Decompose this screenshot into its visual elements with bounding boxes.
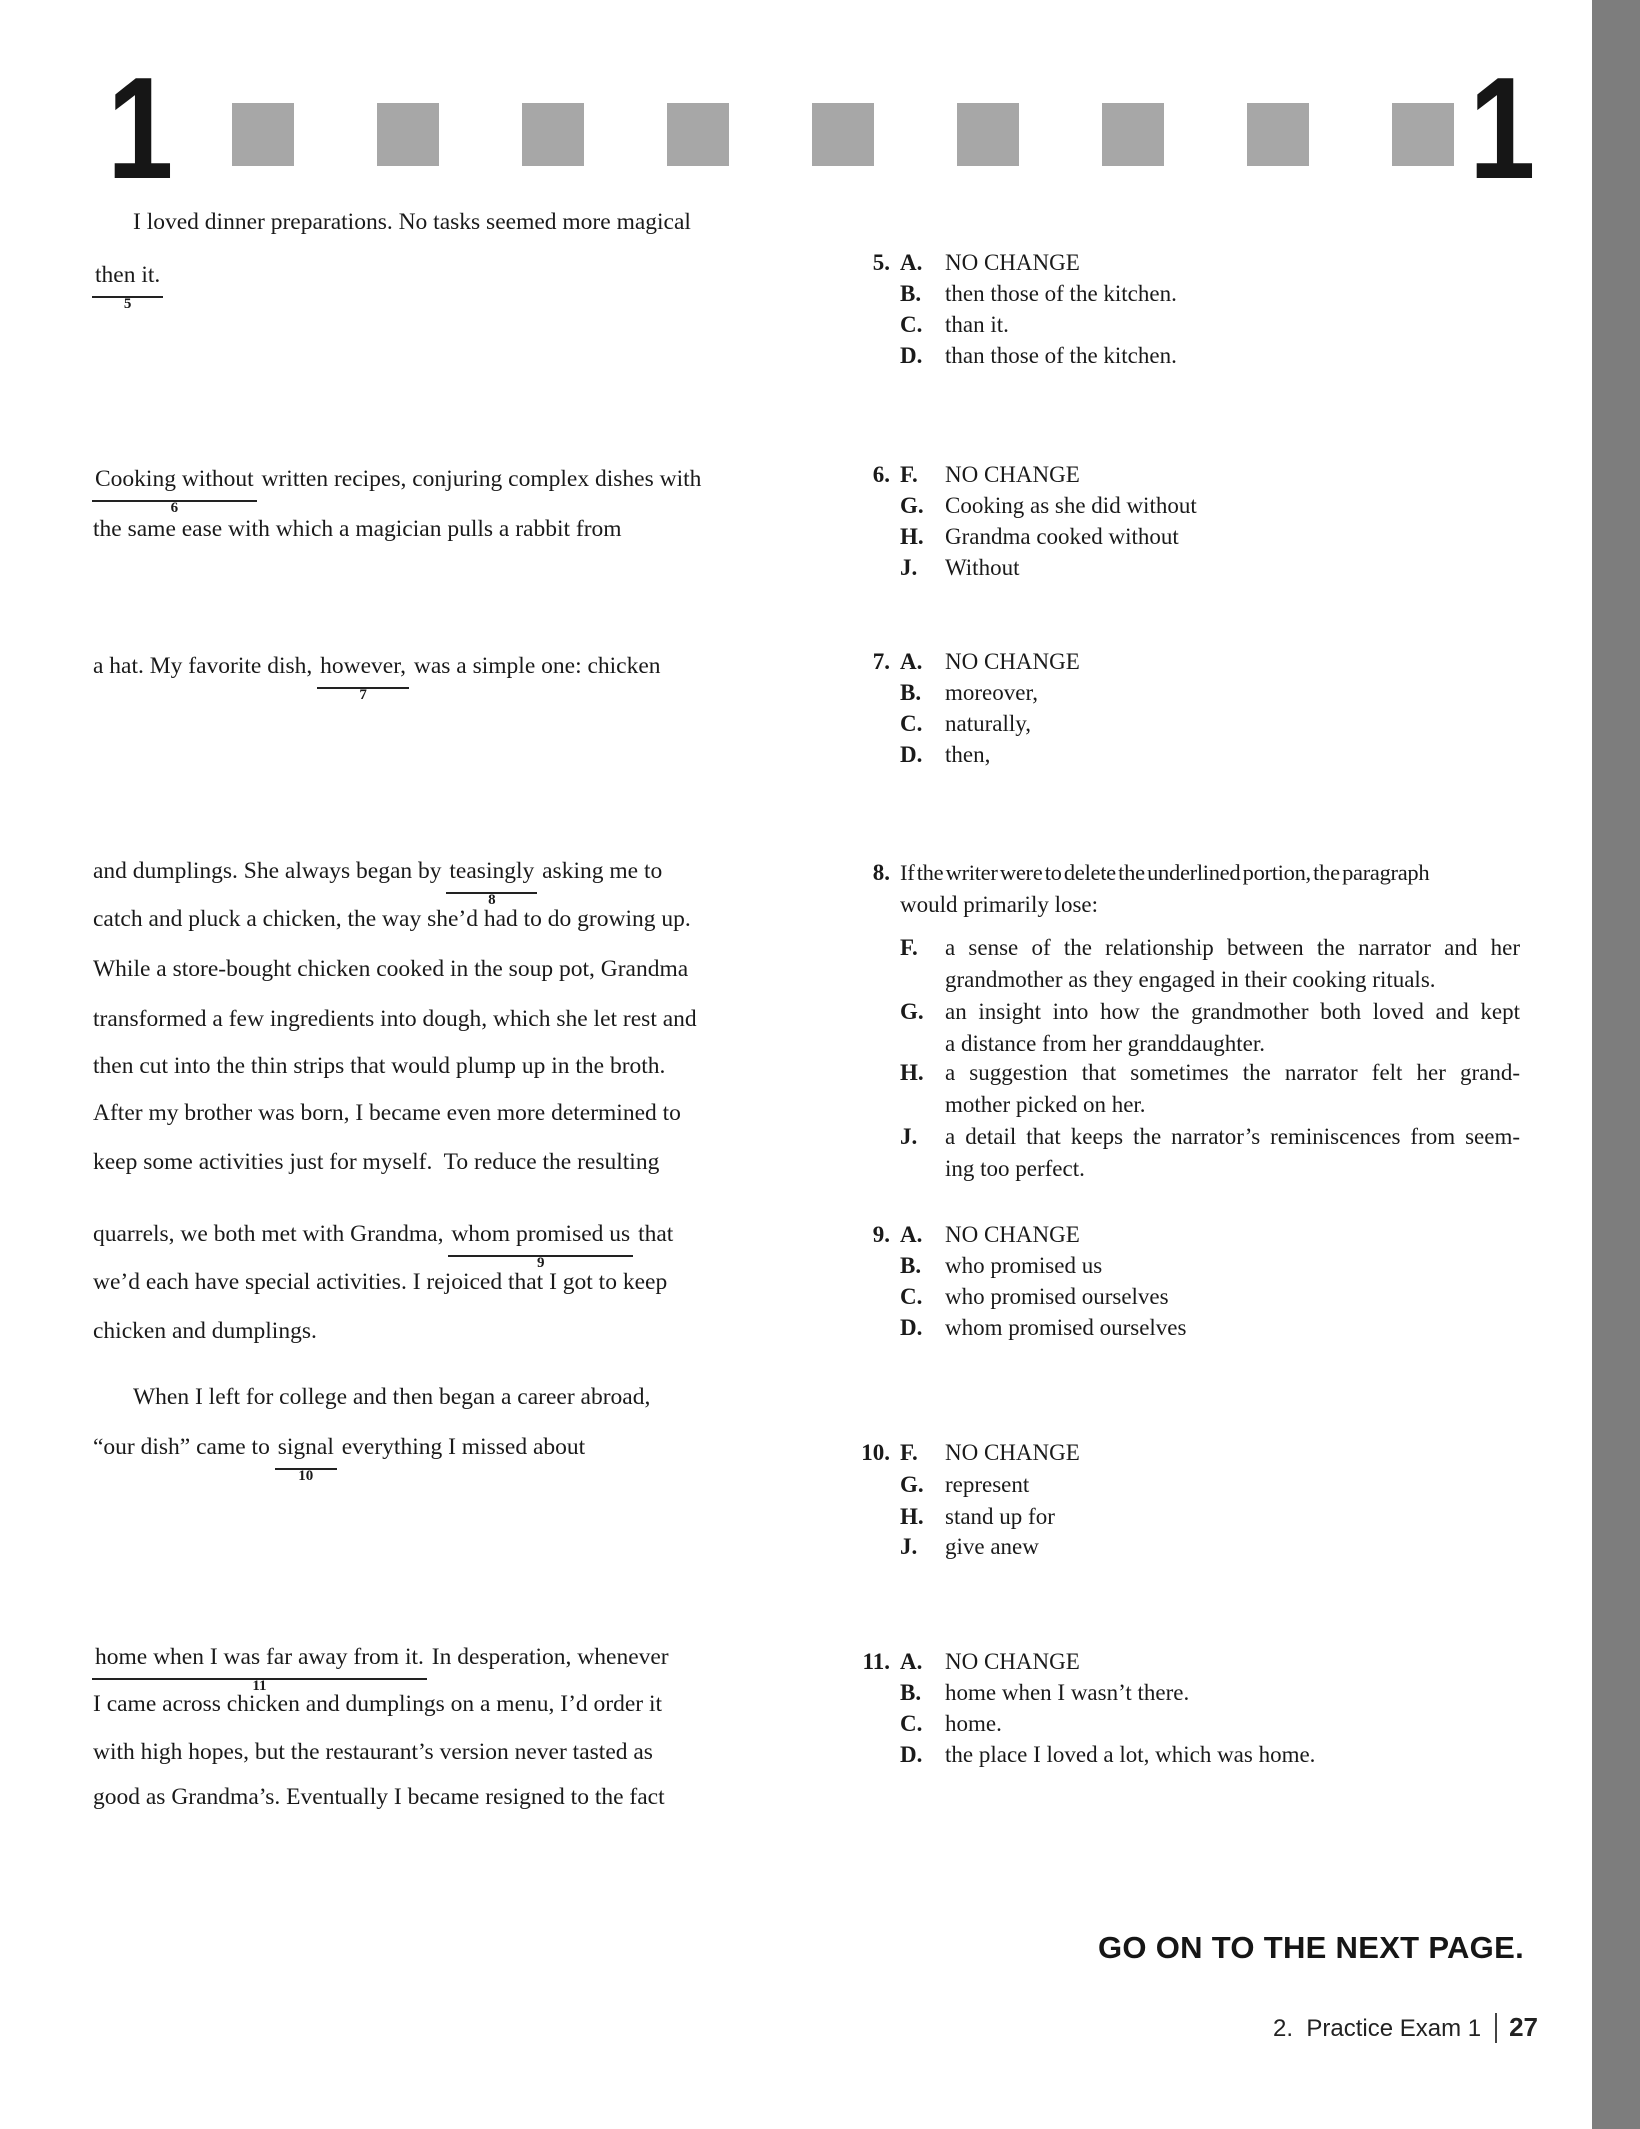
option-letter: J. (900, 1124, 918, 1149)
passage-line: transformed a few ingredients into dough, which she let rest and (93, 1006, 697, 1032)
footer-section-label: 2. Practice Exam 1 (1273, 2015, 1482, 2042)
question-9-option-B (840, 1251, 1540, 1281)
passage-line: a hat. My favorite dish, however, 7 was a simple one: chicken (93, 653, 661, 703)
passage-line: keep some activities just for myself. To reduce the resulting (93, 1149, 660, 1175)
question-8-cont-line (840, 965, 1540, 995)
passage-line: catch and pluck a chicken, the way she’d had to do growing up. (93, 906, 691, 932)
question-7-option-C (840, 709, 1540, 739)
question-6-number-row (840, 460, 1540, 490)
option-text: stand up for (945, 1504, 1055, 1529)
passage-line: I loved dinner preparations. No tasks seemed more magical (133, 209, 691, 235)
option-letter: J. (900, 555, 918, 580)
question-5-option-D (840, 341, 1540, 371)
option-text: the place I loved a lot, which was home. (945, 1742, 1316, 1767)
page-footer (1000, 2012, 1538, 2043)
question-9-number-row (840, 1220, 1540, 1250)
option-letter: C. (900, 1284, 923, 1309)
question-10-option-H (840, 1502, 1540, 1532)
underlined-phrase: Cooking without 6 (92, 464, 257, 502)
underlined-phrase: whom promised us 9 (448, 1219, 633, 1257)
question-11-option-B (840, 1678, 1540, 1708)
option-text: NO CHANGE (945, 1222, 1080, 1247)
option-text: Without (945, 555, 1020, 580)
question-8-number-row (840, 858, 1540, 888)
question-number: 6. (872, 462, 890, 487)
question-number: 5. (872, 250, 890, 275)
question-number: 9. (872, 1222, 890, 1247)
footer-page-number: 27 (1509, 2012, 1538, 2042)
question-11-option-C (840, 1709, 1540, 1739)
option-text: a suggestion that sometimes the narrator felt her grand- (945, 1060, 1520, 1085)
passage-line: home when I was far away from it. 11 In desperation, whenever (93, 1642, 768, 1680)
passage-line (93, 260, 768, 312)
page-edge-strip (1592, 0, 1640, 2129)
option-letter: A. (900, 250, 923, 275)
passage-line: and dumplings. She always began by teasingly 8 asking me to (93, 858, 663, 908)
option-text: than it. (945, 312, 1009, 337)
underlined-phrase: then it. 5 (92, 260, 163, 298)
question-7-number-row (840, 647, 1540, 677)
question-6-option-J (840, 553, 1540, 583)
question-8-option-J (840, 1122, 1540, 1152)
passage-line: After my brother was born, I became even more determined to (93, 1100, 681, 1126)
option-text: then those of the kitchen. (945, 281, 1177, 306)
option-text: NO CHANGE (945, 250, 1080, 275)
underlined-phrase: however, 7 (317, 651, 409, 689)
passage-line: “our dish” came to signal 10 everything I missed about (93, 1434, 586, 1484)
option-text: NO CHANGE (945, 462, 1080, 487)
option-letter: A. (900, 649, 923, 674)
option-letter: J. (900, 1534, 918, 1559)
option-text: whom promised ourselves (945, 1315, 1187, 1340)
header-square (812, 103, 874, 166)
question-11-number-row (840, 1647, 1540, 1677)
option-letter: B. (900, 281, 922, 306)
section-number-left: 1 (107, 47, 174, 209)
option-text: mother picked on her. (945, 1092, 1146, 1117)
option-text: an insight into how the grandmother both loved and kept (945, 999, 1520, 1024)
question-7-option-B (840, 678, 1540, 708)
question-number: 11. (862, 1649, 890, 1674)
question-10-number-row (840, 1438, 1540, 1468)
option-letter: B. (900, 1680, 922, 1705)
option-text: home. (945, 1711, 1002, 1736)
question-5-number-row (840, 248, 1540, 278)
option-text: than those of the kitchen. (945, 343, 1177, 368)
option-text: moreover, (945, 680, 1038, 705)
option-text: a distance from her granddaughter. (945, 1031, 1265, 1056)
option-letter: D. (900, 742, 923, 767)
question-stem-text: would primarily lose: (900, 892, 1099, 917)
passage-line: with high hopes, but the restaurant’s version never tasted as (93, 1739, 653, 1765)
question-6-option-H (840, 522, 1540, 552)
underline-number: 11 (252, 1678, 267, 1694)
header-square (1247, 103, 1309, 166)
header-square (1102, 103, 1164, 166)
underlined-phrase: teasingly 8 (446, 856, 537, 894)
underline-number: 8 (488, 892, 496, 908)
question-number: 10. (861, 1440, 890, 1465)
option-text: home when I wasn’t there. (945, 1680, 1190, 1705)
option-text: NO CHANGE (945, 1440, 1080, 1465)
passage-line: the same ease with which a magician pulls a rabbit from (93, 516, 622, 542)
question-8-option-H (840, 1058, 1540, 1088)
passage-line: When I left for college and then began a career abroad, (133, 1384, 651, 1410)
question-7-option-D (840, 740, 1540, 770)
option-text: grandmother as they engaged in their cooking rituals. (945, 967, 1436, 992)
question-5-option-B (840, 279, 1540, 309)
question-9-option-C (840, 1282, 1540, 1312)
question-number: 7. (872, 649, 890, 674)
header-square (232, 103, 294, 166)
question-stem-text: If the writer were to delete the underlined portion, the paragraph (900, 860, 1430, 885)
question-8-cont-line (840, 1090, 1540, 1120)
option-letter: B. (900, 680, 922, 705)
header-square (1392, 103, 1454, 166)
option-letter: D. (900, 343, 923, 368)
header-square (667, 103, 729, 166)
underline-number: 9 (537, 1255, 545, 1271)
option-letter: C. (900, 1711, 923, 1736)
header-square (957, 103, 1019, 166)
question-11-option-D (840, 1740, 1540, 1770)
option-text: naturally, (945, 711, 1032, 736)
question-8-cont-line (840, 1154, 1540, 1184)
question-8-cont-line (840, 890, 1540, 920)
option-letter: F. (900, 462, 918, 487)
option-letter: C. (900, 711, 923, 736)
option-text: who promised us (945, 1253, 1103, 1278)
option-letter: H. (900, 524, 924, 549)
option-text: ing too perfect. (945, 1156, 1085, 1181)
passage-line: chicken and dumplings. (93, 1318, 317, 1344)
question-number: 8. (872, 860, 890, 885)
question-5-option-C (840, 310, 1540, 340)
option-letter: G. (900, 493, 924, 518)
passage-line: quarrels, we both met with Grandma, whom promised us 9 that (93, 1221, 674, 1271)
passage-line: we’d each have special activities. I rejoiced that I got to keep (93, 1269, 668, 1295)
option-letter: A. (900, 1649, 923, 1674)
option-text: give anew (945, 1534, 1039, 1559)
section-number-right: 1 (1469, 47, 1536, 209)
option-text: a detail that keeps the narrator’s reminiscences from seem- (945, 1124, 1520, 1149)
option-text: Grandma cooked without (945, 524, 1179, 549)
question-9-option-D (840, 1313, 1540, 1343)
question-10-option-J (840, 1532, 1540, 1562)
question-8-option-F (840, 933, 1540, 963)
underline-number: 10 (298, 1468, 314, 1484)
option-text: NO CHANGE (945, 649, 1080, 674)
option-letter: D. (900, 1315, 923, 1340)
option-text: Cooking as she did without (945, 493, 1197, 518)
underlined-phrase: home when I was far away from it. 11 (92, 1642, 427, 1680)
footer-divider (1495, 2013, 1497, 2043)
option-letter: H. (900, 1504, 924, 1529)
option-text: NO CHANGE (945, 1649, 1080, 1674)
question-10-option-G (840, 1470, 1540, 1500)
option-letter: D. (900, 1742, 923, 1767)
option-text: represent (945, 1472, 1030, 1497)
option-letter: G. (900, 999, 924, 1024)
option-letter: H. (900, 1060, 924, 1085)
option-text: a sense of the relationship between the narrator and her (945, 935, 1520, 960)
option-letter: A. (900, 1222, 923, 1247)
question-6-option-G (840, 491, 1540, 521)
passage-line: good as Grandma’s. Eventually I became resigned to the fact (93, 1784, 665, 1810)
header-square (377, 103, 439, 166)
option-letter: F. (900, 1440, 918, 1465)
option-text: who promised ourselves (945, 1284, 1169, 1309)
question-8-cont-line (840, 1029, 1540, 1059)
underline-number: 6 (170, 500, 179, 516)
passage-line: then cut into the thin strips that would plump up in the broth. (93, 1053, 666, 1079)
option-text: then, (945, 742, 991, 767)
passage-line: While a store-bought chicken cooked in the soup pot, Grandma (93, 956, 689, 982)
option-letter: C. (900, 312, 923, 337)
option-letter: F. (900, 935, 918, 960)
underline-number: 5 (123, 296, 132, 312)
underline-number: 7 (359, 687, 367, 703)
passage-line: Cooking without 6 written recipes, conjuring complex dishes with (93, 464, 768, 502)
option-letter: G. (900, 1472, 924, 1497)
question-8-option-G (840, 997, 1540, 1027)
option-letter: B. (900, 1253, 922, 1278)
underlined-phrase: signal 10 (275, 1432, 337, 1470)
passage-line: I came across chicken and dumplings on a menu, I’d order it (93, 1691, 663, 1717)
header-square (522, 103, 584, 166)
go-on-instruction: GO ON TO THE NEXT PAGE. (1097, 1930, 1524, 1965)
